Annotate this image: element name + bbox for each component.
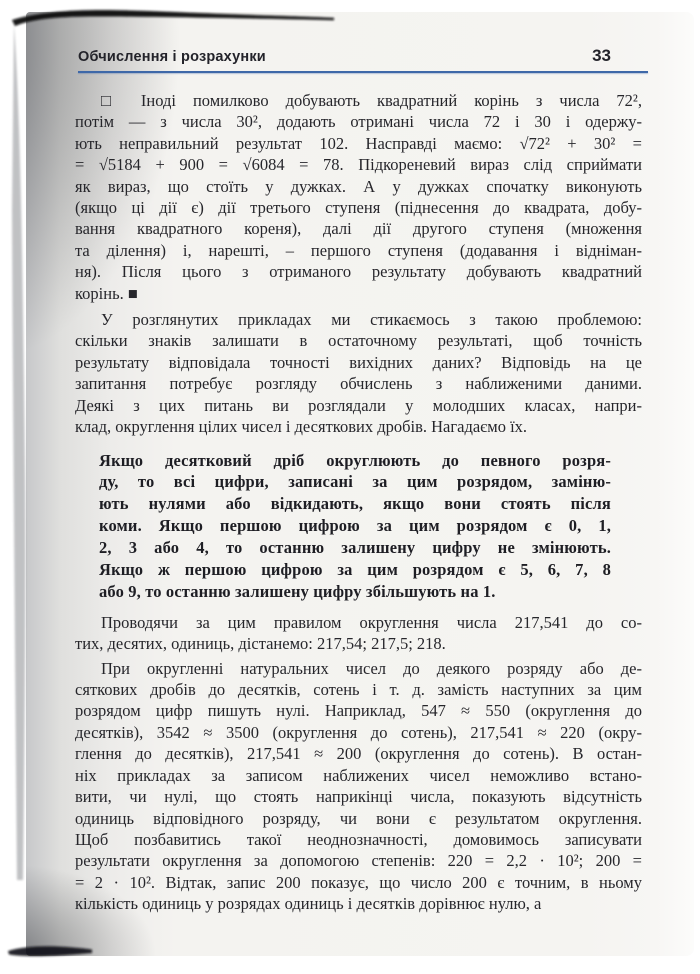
text-line: ду, то всі цифри, записані за цим розрядом, заміню-: [99, 472, 611, 492]
text-line: ніх прикладах за записом наближених чисел неможливо встано-: [75, 765, 642, 785]
text-line: вити, чи нулі, що стоять наприкінці числа, показують відсутність: [75, 787, 642, 807]
text-line: ня). Після цього з отриманого результату добувають квадратний: [75, 262, 642, 282]
text-line: корінь. ■: [75, 283, 138, 303]
book-page: [26, 12, 694, 956]
text-line: або 9, то останню залишену цифру збільшують на 1.: [99, 581, 496, 601]
page-number: 33: [592, 46, 611, 65]
text-line: При округленні натуральних чисел до деякого розряду або де-: [101, 658, 642, 678]
paragraph-rounding-discussion: [75, 658, 642, 915]
header-rule: [78, 71, 648, 73]
page-header: [78, 46, 645, 66]
text-line: одиниць відповідного розряду, чи вони є результатом округлення.: [75, 808, 642, 828]
text-line: розрядом цифр пишуть нулі. Наприклад, 547 ≈ 550 (округлення до: [75, 701, 642, 721]
text-line: десятків), 3542 ≈ 3500 (округлення до сотень), 217,541 ≈ 220 (окру-: [75, 722, 642, 742]
text-line: клад, округлення цілих чисел і десяткових дробів. Нагадаємо їх.: [75, 417, 528, 437]
text-line: тих, десятих, одиниць, дістанемо: 217,54; 217,5; 218.: [75, 634, 446, 654]
text-line: У розглянутих прикладах ми стикаємось з такою проблемою:: [101, 310, 642, 330]
text-line: ють нулями або відкидають, якщо вони стоять після: [99, 494, 611, 514]
text-line: = 2 · 10². Відтак, запис 200 показує, що число 200 є точним, в ньому: [75, 872, 642, 892]
running-title: Обчислення і розрахунки: [78, 49, 266, 65]
spine-edge-shadow: [12, 24, 25, 880]
paragraph-root-mistake-note: [75, 90, 642, 304]
text-line: запитання потребує розгляду обчислень з наближеними даними.: [75, 374, 642, 394]
text-line: як вираз, що стоїть у дужках. А у дужках спочатку виконують: [75, 176, 642, 196]
text-line: скільки знаків залишати в остаточному результаті, щоб точність: [75, 331, 642, 351]
text-line: глення до десятків), 217,541 ≈ 200 (округлення до сотень). В остан-: [75, 744, 642, 764]
text-line: та ділення) і, нарешті, – першого ступеня (додавання і відніман-: [75, 240, 642, 260]
rounding-rule-box: [99, 450, 611, 603]
text-line: Щоб позбавитись такої неоднозначності, домовимось записувати: [75, 829, 642, 849]
paragraph-rounding-example: [75, 612, 642, 655]
text-line: кількість одиниць у розрядах одиниць і десятків дорівнює нулю, а: [75, 894, 542, 914]
text-line: сяткових дробів до десятків, сотень і т. д. замість наступних за цим: [75, 680, 642, 700]
text-line: Проводячи за цим правилом округлення числа 217,541 до со-: [101, 612, 642, 632]
text-line: результати округлення за допомогою степенів: 220 = 2,2 · 10²; 200 =: [75, 851, 642, 871]
text-line: □ Іноді помилково добувають квадратний корінь з числа 72²,: [101, 91, 642, 110]
text-line: Деякі з цих питань ви розглядали у молодших класах, напри-: [75, 395, 642, 415]
text-line: 2, 3 або 4, то останню залишену цифру не змінюють.: [99, 538, 611, 558]
text-line: коми. Якщо першою цифрою за цим розрядом є 0, 1,: [99, 516, 611, 536]
text-line: вання квадратного кореня), далі дії другого ступеня (множення: [75, 219, 642, 239]
page-body: [75, 90, 642, 915]
text-line: потім — з числа 30², додають отримані числа 72 і 30 і одержу-: [75, 112, 642, 132]
text-line: Якщо ж першою цифрою за цим розрядом є 5, 6, 7, 8: [99, 560, 611, 580]
text-line: (якщо ці дії є) дії третього ступеня (піднесення до квадрата, добу-: [75, 198, 642, 218]
paragraph-problem-intro: [75, 309, 642, 437]
text-line: результату відповідала точності вихідних даних? Відповідь на це: [75, 352, 642, 372]
text-line: = √5184 + 900 = √6084 = 78. Підкореневий вираз слід сприймати: [75, 155, 642, 175]
text-line: ють неправильний результат 102. Насправді маємо: √72² + 30² =: [75, 133, 642, 153]
text-line: Якщо десятковий дріб округлюють до певного розря-: [99, 450, 611, 470]
